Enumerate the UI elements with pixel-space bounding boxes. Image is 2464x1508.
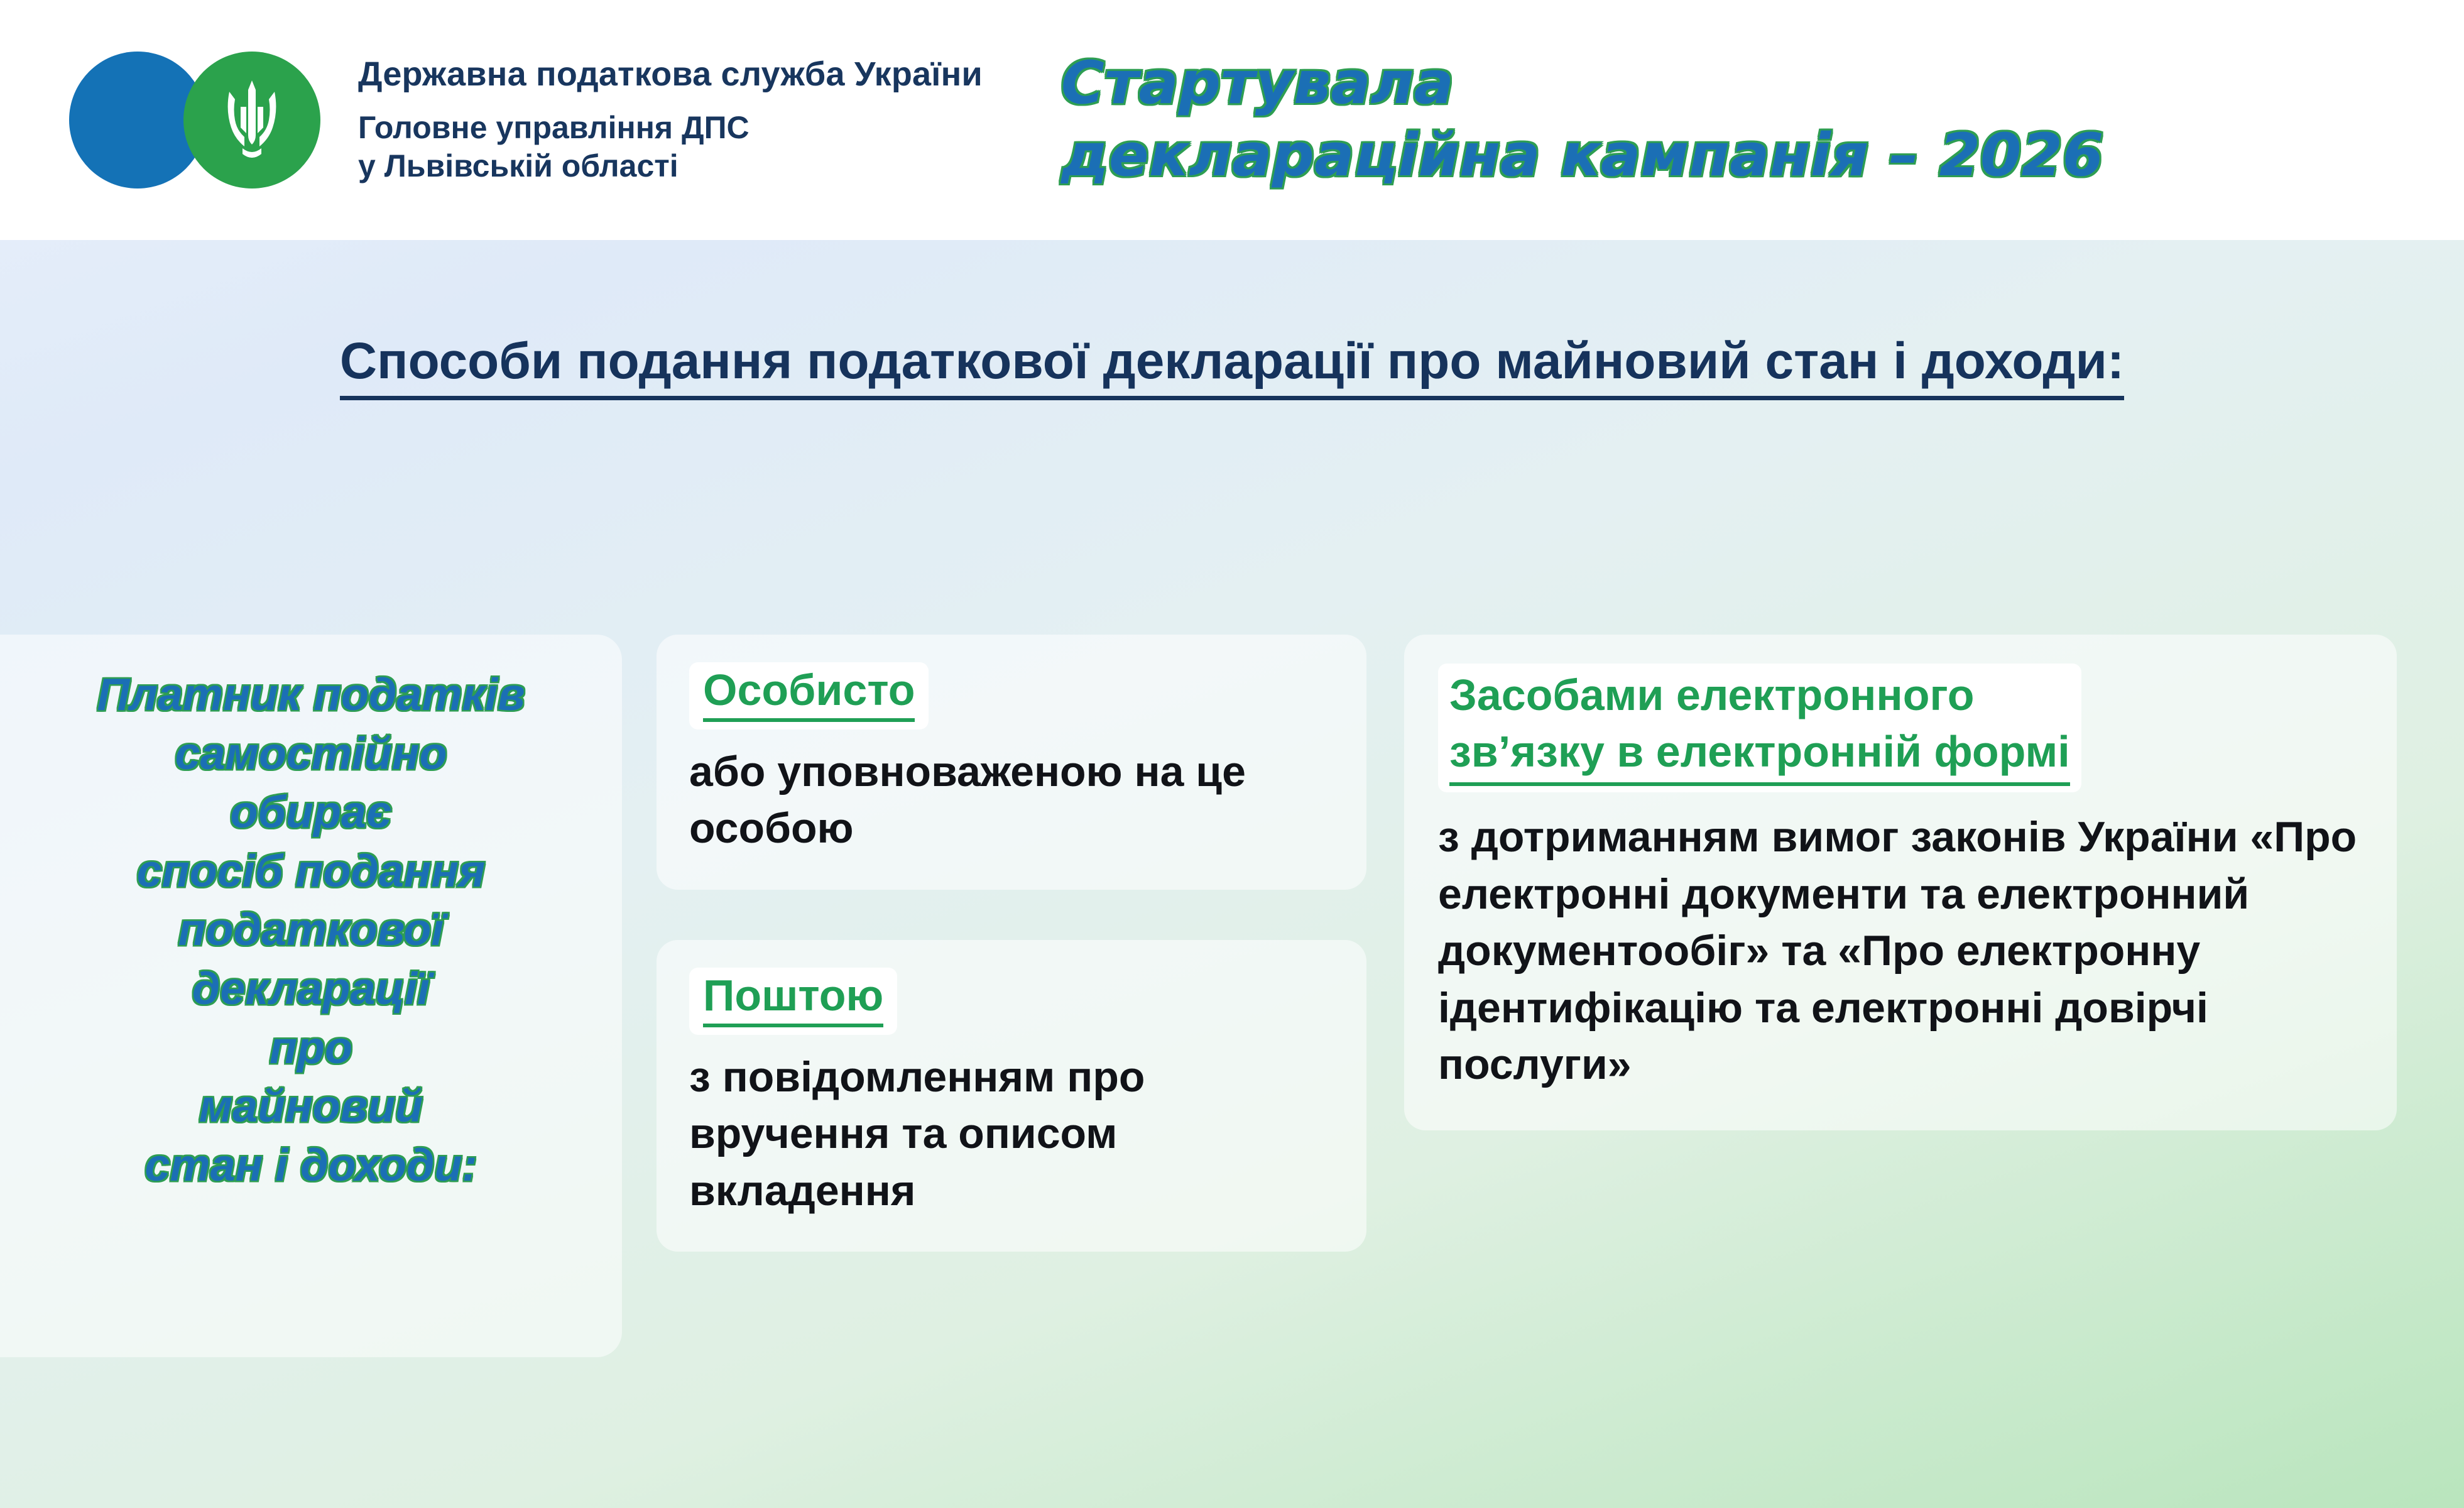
card-electronic-chip-line2: зв’язку в електронній формі bbox=[1449, 726, 2070, 776]
trident-icon bbox=[222, 79, 282, 161]
org-name-line2b: у Львівській області bbox=[358, 148, 679, 183]
logo-green-circle-icon bbox=[183, 52, 320, 188]
line: стан і доходи: bbox=[144, 1140, 477, 1191]
card-in-person-chip bbox=[689, 662, 929, 729]
section-subtitle bbox=[0, 333, 2464, 400]
card-taxpayer-choice bbox=[0, 635, 622, 1357]
card-taxpayer-choice-text bbox=[97, 666, 525, 1195]
middle-column bbox=[657, 635, 1366, 1252]
org-name-line1: Державна податкова служба України bbox=[358, 55, 983, 93]
line: Платник податків bbox=[97, 670, 525, 720]
card-by-post-body: з повідомленням про вручення та описом вкладення bbox=[689, 1052, 1145, 1215]
card-by-post-chip bbox=[689, 968, 897, 1035]
line: обирає bbox=[230, 787, 392, 838]
card-in-person-body: або уповноваженою на це особою bbox=[689, 748, 1246, 853]
page-title-line2: деклараційна кампанія – 2026 bbox=[1060, 121, 2104, 190]
org-name-line2a: Головне управління ДПС bbox=[358, 110, 750, 145]
content-columns bbox=[0, 635, 2464, 1370]
card-by-post bbox=[657, 940, 1366, 1252]
logo-block bbox=[69, 52, 320, 188]
org-name-line2 bbox=[358, 109, 983, 185]
line: самостійно bbox=[175, 728, 447, 779]
line: спосіб подання bbox=[136, 846, 486, 897]
card-in-person bbox=[657, 635, 1366, 890]
card-in-person-chip-label: Особисто bbox=[703, 666, 915, 722]
page-title bbox=[1061, 48, 2464, 192]
header bbox=[0, 0, 2464, 240]
line: про bbox=[270, 1022, 352, 1073]
card-electronic-chip-label bbox=[1449, 667, 2070, 786]
line: майновий bbox=[199, 1081, 423, 1132]
card-by-post-chip-label: Поштою bbox=[703, 971, 883, 1027]
line: податкової bbox=[178, 905, 444, 956]
section-subtitle-text: Способи подання податкової декларації про майновий стан і доходи: bbox=[340, 333, 2124, 400]
line: декларації bbox=[192, 963, 430, 1014]
card-electronic bbox=[1404, 635, 2397, 1130]
organization-text bbox=[358, 55, 983, 185]
card-electronic-chip bbox=[1438, 664, 2081, 792]
card-electronic-body: з дотриманням вимог законів України «Про електронні документи та електронний документообіг» та «Про електронну ідентифікацію та електронні довірчі послуги» bbox=[1438, 813, 2357, 1088]
card-electronic-chip-line1: Засобами електронного bbox=[1449, 670, 1975, 719]
page-title-line1: Стартувала bbox=[1060, 49, 1454, 118]
